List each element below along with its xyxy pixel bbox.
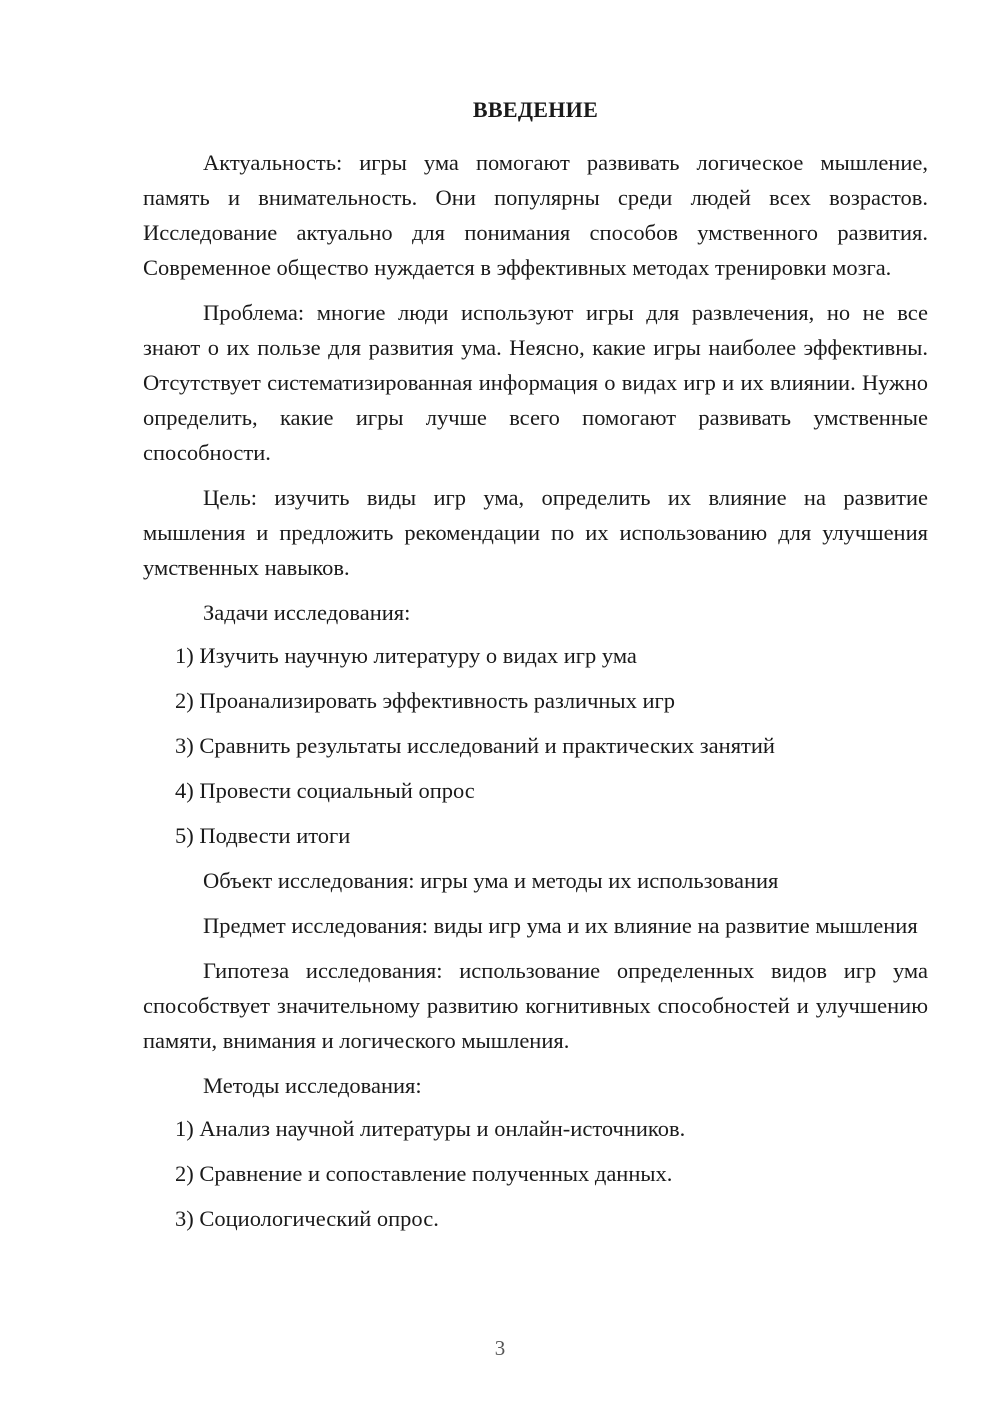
subject-paragraph: Предмет исследования: виды игр ума и их влияние на развитие мышления xyxy=(203,913,918,938)
methods-heading: Методы исследования: xyxy=(203,1073,422,1098)
task-item-3: 3) Сравнить результаты исследований и практических занятий xyxy=(175,733,775,758)
relevance-paragraph: Актуальность: игры ума помогают развивать логическое мышление, память и внимательность. Они популярны среди людей всех возрастов. Исследование актуально для понимания способов умственного развития. Современное общество нуждается в эффективных методах тренировки мозга. xyxy=(143,150,928,280)
task-item-4: 4) Провести социальный опрос xyxy=(175,778,475,803)
method-item-3: 3) Социологический опрос. xyxy=(175,1206,439,1231)
hypothesis-paragraph: Гипотеза исследования: использование определенных видов игр ума способствует значительному развитию когнитивных способностей и улучшению памяти, внимания и логического мышления. xyxy=(143,958,928,1053)
page-number: 3 xyxy=(494,1336,506,1360)
tasks-heading: Задачи исследования: xyxy=(203,600,411,625)
object-paragraph: Объект исследования: игры ума и методы их использования xyxy=(203,868,779,893)
document-page xyxy=(143,95,928,1246)
section-title: ВВЕДЕНИЕ xyxy=(472,97,599,122)
methods-list xyxy=(143,1111,928,1236)
task-item-1: 1) Изучить научную литературу о видах игр ума xyxy=(175,643,637,668)
task-item-2: 2) Проанализировать эффективность различных игр xyxy=(175,688,675,713)
method-item-1: 1) Анализ научной литературы и онлайн-источников. xyxy=(175,1116,686,1141)
goal-paragraph: Цель: изучить виды игр ума, определить их влияние на развитие мышления и предложить рекомендации по их использованию для улучшения умственных навыков. xyxy=(143,485,928,580)
method-item-2: 2) Сравнение и сопоставление полученных данных. xyxy=(175,1161,673,1186)
problem-paragraph: Проблема: многие люди используют игры для развлечения, но не все знают о их пользе для развития ума. Неясно, какие игры наиболее эффективны. Отсутствует систематизированная информация о видах игр и их влиянии. Нужно определить, какие игры лучше всего помогают развивать умственные способности. xyxy=(143,300,928,465)
task-item-5: 5) Подвести итоги xyxy=(175,823,351,848)
tasks-list xyxy=(143,638,928,853)
